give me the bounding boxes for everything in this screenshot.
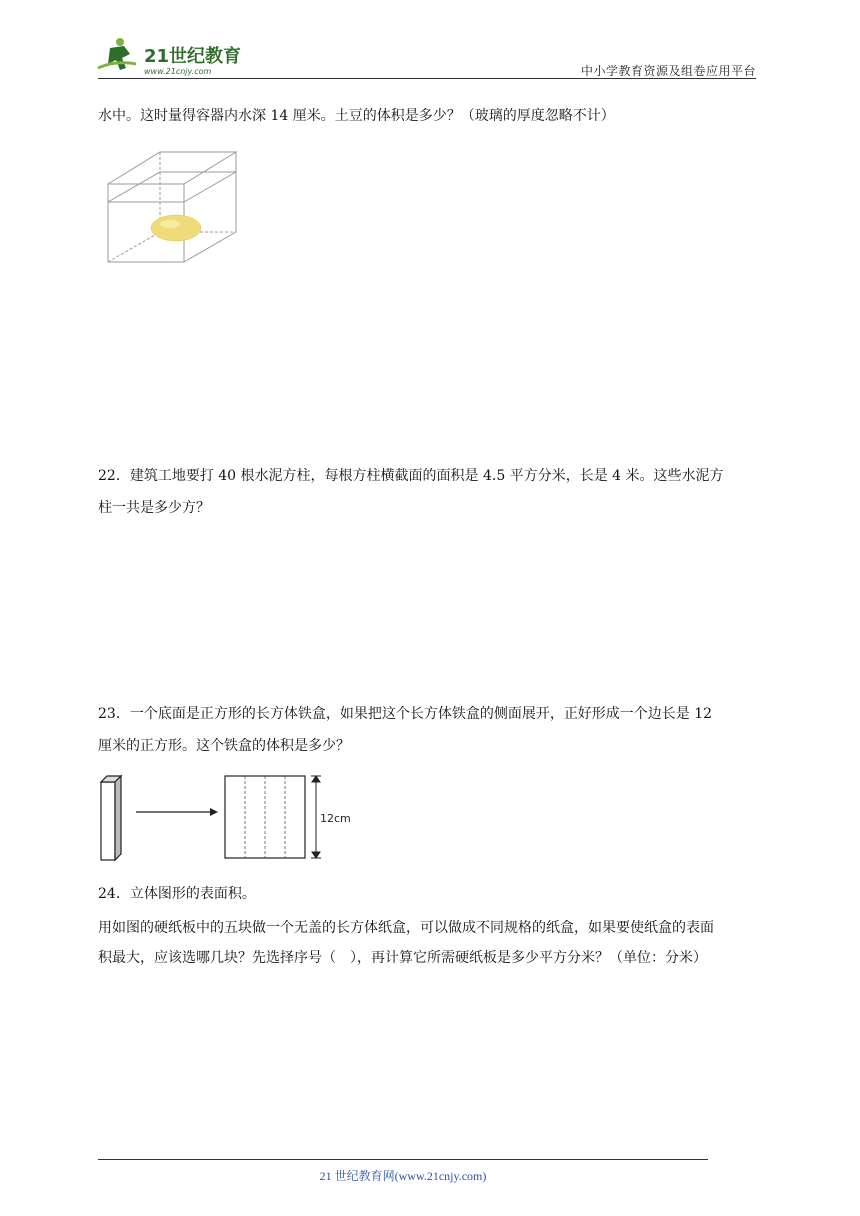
q21-text-line-1: 水中。这时量得容器内水深 14 厘米。土豆的体积是多少？（玻璃的厚度忽略不计） [98, 108, 615, 124]
unfolded-square [225, 776, 305, 858]
header-platform-text: 中小学教育资源及组卷应用平台 [580, 64, 756, 78]
q22-text-line-1: 22．建筑工地要打 40 根水泥方柱，每根方柱横截面的面积是 4.5 平方分米，长是 4 米。这些水泥方 [98, 468, 724, 484]
glass-container-figure [104, 148, 240, 266]
dimension-label: 12cm [320, 812, 351, 825]
footer-divider [98, 1159, 708, 1160]
arrow-icon [136, 808, 218, 816]
potato-shape [151, 215, 201, 241]
logo-url: www.21cnjy.com [144, 67, 212, 76]
runner-icon [98, 38, 136, 70]
q22-text-line-2: 柱一共是多少方？ [98, 500, 210, 516]
logo-text: 21世纪教育 [144, 46, 242, 67]
q24-text-line-1: 24．立体图形的表面积。 [98, 886, 256, 902]
box-unfold-figure [98, 772, 368, 866]
site-logo [96, 34, 256, 78]
q23-text-line-2: 厘米的正方形。这个铁盒的体积是多少？ [98, 738, 350, 754]
thin-box-shape [101, 776, 121, 860]
header-divider [98, 78, 756, 79]
q24-text-line-2: 用如图的硬纸板中的五块做一个无盖的长方体纸盒，可以做成不同规格的纸盒，如果要使纸盒的表面 [98, 920, 714, 936]
footer-link[interactable]: 21 世纪教育网(www.21cnjy.com) [319, 1169, 487, 1183]
q23-text-line-1: 23．一个底面是正方形的长方体铁盒，如果把这个长方体铁盒的侧面展开，正好形成一个边长是 12 [98, 706, 713, 722]
q24-text-line-3: 积最大，应该选哪几块？先选择序号（ ），再计算它所需硬纸板是多少平方分米？（单位：分米） [98, 950, 707, 966]
